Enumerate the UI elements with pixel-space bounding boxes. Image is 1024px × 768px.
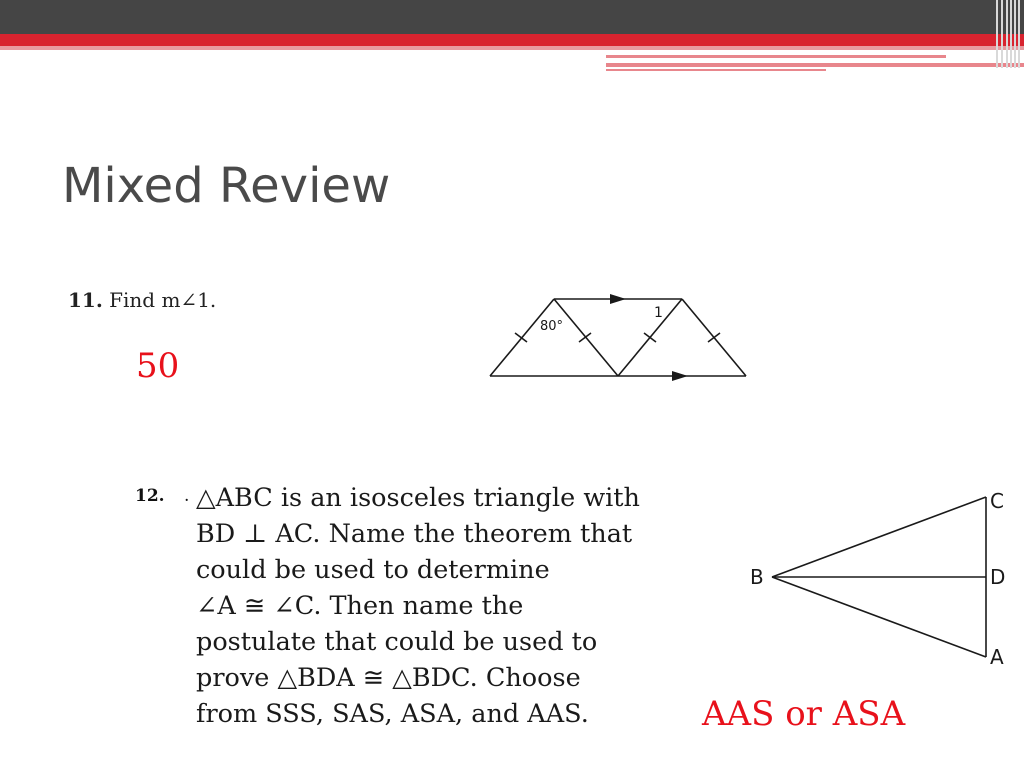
prompt-line: ∠A ≅ ∠C. Then name the [196,591,524,621]
decor-stripe [996,0,998,68]
decor-stripe [1018,0,1020,68]
parallel-arrow-icon [610,294,626,304]
vertex-label-b: B [750,565,764,589]
header-red-bar [0,34,1024,46]
accent-line [606,69,826,71]
decor-stripe [1001,0,1003,68]
accent-line [606,55,946,58]
figure-11-diagram [480,290,760,390]
question-prompt: Find m∠1. [109,288,217,312]
vertex-label-c: C [990,489,1004,513]
prompt-line: from SSS, SAS, ASA, and AAS. [196,699,589,729]
parallel-arrow-icon [672,371,688,381]
prompt-line: BD ⊥ AC. Name the theorem that [196,519,633,549]
header-pink-bar [0,46,1024,50]
bullet-dot: . [184,486,190,506]
vertex-label-d: D [990,565,1006,589]
answer-12: AAS or ASA [702,694,906,734]
decor-stripe [1010,0,1012,68]
question-11 [68,288,216,312]
segment-ba [772,577,986,657]
question-number: 12. [135,486,165,506]
prompt-line: postulate that could be used to [196,627,598,657]
prompt-line: prove △BDA ≅ △BDC. Choose [196,663,581,693]
segment-bc [772,497,986,577]
angle-label-80: 80° [540,319,564,334]
figure-12-diagram [740,480,1020,670]
decor-stripe [1006,0,1008,68]
angle-label-1: 1 [654,305,663,321]
slide-title: Mixed Review [62,158,391,214]
tick-mark [708,333,720,342]
header-dark-bar [0,0,1024,34]
vertex-label-a: A [990,645,1004,669]
answer-11: 50 [136,346,180,386]
tick-mark [644,333,656,342]
prompt-line: could be used to determine [196,555,550,585]
question-12-prompt [196,480,716,732]
accent-line [606,63,1024,67]
question-number: 11. [68,288,103,312]
prompt-line: △ABC is an isosceles triangle with [196,483,640,513]
decor-stripe [1014,0,1016,68]
